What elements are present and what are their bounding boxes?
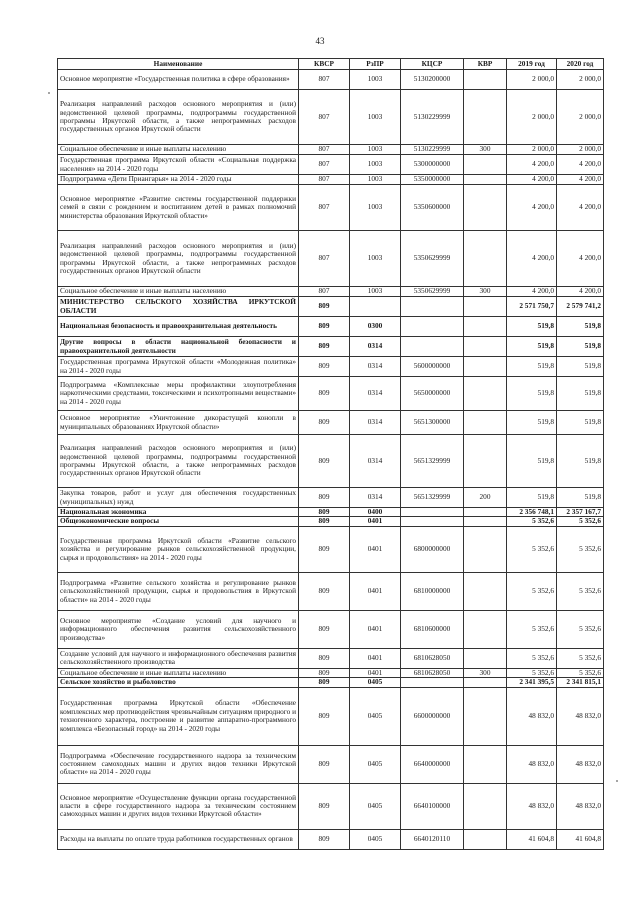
row-kcsr: 6600000000: [401, 687, 464, 745]
row-kvsr: 809: [299, 829, 350, 849]
row-amount-2019: 519,8: [507, 337, 557, 357]
row-kvr: [464, 411, 507, 435]
row-rzpr: 0405: [350, 678, 401, 687]
row-amount-2019: 519,8: [507, 488, 557, 508]
row-kvsr: 807: [299, 287, 350, 297]
row-rzpr: 1003: [350, 287, 401, 297]
row-kvr: [464, 175, 507, 185]
row-amount-2019: 4 200,0: [507, 185, 557, 231]
row-amount-2019: 5 352,6: [507, 648, 557, 668]
row-kvsr: 809: [299, 610, 350, 648]
row-kvsr: 809: [299, 337, 350, 357]
row-amount-2020: 4 200,0: [557, 287, 604, 297]
row-kvr: [464, 678, 507, 687]
row-amount-2019: 2 000,0: [507, 90, 557, 145]
row-kcsr: 6810628050: [401, 668, 464, 677]
row-amount-2020: 519,8: [557, 488, 604, 508]
row-kcsr: [401, 678, 464, 687]
row-rzpr: 0314: [350, 357, 401, 377]
row-amount-2019: 2 571 750,7: [507, 297, 557, 317]
row-amount-2019: 5 352,6: [507, 668, 557, 677]
row-amount-2019: 4 200,0: [507, 175, 557, 185]
row-kvr: [464, 337, 507, 357]
row-rzpr: 0405: [350, 687, 401, 745]
row-amount-2020: 4 200,0: [557, 185, 604, 231]
row-amount-2019: 519,8: [507, 357, 557, 377]
row-amount-2020: 519,8: [557, 435, 604, 488]
table-row: [58, 745, 604, 783]
row-amount-2020: 2 579 741,2: [557, 297, 604, 317]
table-row: [58, 526, 604, 572]
table-row: [58, 317, 604, 337]
header-kvr: КВР: [464, 59, 507, 70]
row-amount-2019: 48 832,0: [507, 745, 557, 783]
row-name: Основное мероприятие «Уничтожение дикорастущей конопли в муниципальных образованиях Иркутской области»: [58, 411, 299, 435]
row-kvr: [464, 70, 507, 90]
table-row: [58, 145, 604, 155]
row-kvr: [464, 572, 507, 610]
table-row: [58, 377, 604, 411]
row-kvsr: 809: [299, 526, 350, 572]
row-kvr: [464, 377, 507, 411]
row-kcsr: [401, 508, 464, 517]
row-name: Реализация направлений расходов основного мероприятия и (или) ведомственной целевой программы, подпрограммы государственной программы Иркутской области, а также непрограммных расходов государственных органов Иркутской области: [58, 435, 299, 488]
row-name: Государственная программа Иркутской области «Молодежная политика» на 2014 - 2020 годы: [58, 357, 299, 377]
table-row: [58, 648, 604, 668]
row-kvr: [464, 526, 507, 572]
table-body: [58, 70, 604, 850]
row-rzpr: 1003: [350, 145, 401, 155]
row-name: Социальное обеспечение и иные выплаты населению: [58, 145, 299, 155]
row-amount-2019: 519,8: [507, 411, 557, 435]
row-amount-2019: 4 200,0: [507, 231, 557, 287]
row-kcsr: 5350600000: [401, 185, 464, 231]
row-name: МИНИСТЕРСТВО СЕЛЬСКОГО ХОЗЯЙСТВА ИРКУТСКОЙ ОБЛАСТИ: [58, 297, 299, 317]
row-rzpr: 1003: [350, 90, 401, 145]
row-kvr: 300: [464, 668, 507, 677]
row-amount-2019: 2 356 748,1: [507, 508, 557, 517]
row-kcsr: 5651329999: [401, 435, 464, 488]
row-rzpr: 0401: [350, 610, 401, 648]
row-amount-2020: 2 000,0: [557, 90, 604, 145]
row-kvr: [464, 517, 507, 526]
row-kvsr: 807: [299, 155, 350, 175]
row-name: Подпрограмма «Развитие сельского хозяйства и регулирование рынков сельскохозяйственной продукции, сырья и продовольствия в Иркутской области» на 2014 - 2020 годы: [58, 572, 299, 610]
row-kvr: 300: [464, 287, 507, 297]
row-amount-2019: 2 000,0: [507, 145, 557, 155]
header-name: Наименование: [58, 59, 299, 70]
scan-mark: [616, 780, 618, 782]
row-kcsr: [401, 337, 464, 357]
row-rzpr: [350, 297, 401, 317]
row-kvsr: 809: [299, 297, 350, 317]
row-kcsr: 6810000000: [401, 572, 464, 610]
row-name: Основное мероприятие «Развитие системы государственной поддержки семей в связи с рождением и воспитанием детей в рамках полномочий министерства образования Иркутской области»: [58, 185, 299, 231]
row-kvsr: 807: [299, 70, 350, 90]
row-rzpr: 0400: [350, 508, 401, 517]
row-kvr: [464, 783, 507, 829]
header-kcsr: КЦСР: [401, 59, 464, 70]
row-name: Основное мероприятие «Создание условий для научного и информационного обеспечения развития сельскохозяйственного производства»: [58, 610, 299, 648]
row-rzpr: 0405: [350, 745, 401, 783]
row-name: Подпрограмма «Комплексные меры профилактики злоупотребления наркотическими средствами, токсическими и психотропными веществами» на 2014 - 2020 годы: [58, 377, 299, 411]
row-kvsr: 809: [299, 517, 350, 526]
row-amount-2019: 5 352,6: [507, 610, 557, 648]
row-kvsr: 809: [299, 357, 350, 377]
row-amount-2019: 519,8: [507, 317, 557, 337]
table-row: [58, 829, 604, 849]
row-kvr: [464, 185, 507, 231]
row-kvr: [464, 610, 507, 648]
row-kvr: [464, 155, 507, 175]
row-kcsr: 5130229999: [401, 90, 464, 145]
row-kvsr: 809: [299, 411, 350, 435]
row-kcsr: 5130229999: [401, 145, 464, 155]
row-amount-2019: 2 341 395,5: [507, 678, 557, 687]
row-rzpr: 0314: [350, 435, 401, 488]
row-kvsr: 807: [299, 231, 350, 287]
row-kcsr: 6640000000: [401, 745, 464, 783]
header-rzpr: РзПР: [350, 59, 401, 70]
row-kvsr: 809: [299, 572, 350, 610]
header-2019: 2019 год: [507, 59, 557, 70]
row-kcsr: 5130200000: [401, 70, 464, 90]
row-name: Основное мероприятие «Осуществление функции органа государственной власти в сфере государственного надзора за техническим состоянием самоходных машин и других видов техники Иркутской области»: [58, 783, 299, 829]
row-kcsr: [401, 517, 464, 526]
row-amount-2020: 519,8: [557, 317, 604, 337]
row-rzpr: 0401: [350, 648, 401, 668]
row-kcsr: 5350629999: [401, 231, 464, 287]
table-row: [58, 357, 604, 377]
table-row: [58, 185, 604, 231]
row-amount-2019: 5 352,6: [507, 572, 557, 610]
row-kvsr: 809: [299, 783, 350, 829]
scan-mark: [48, 92, 50, 94]
row-kcsr: 6640120110: [401, 829, 464, 849]
row-rzpr: 0405: [350, 829, 401, 849]
table-row: [58, 231, 604, 287]
table-row: [58, 297, 604, 317]
row-rzpr: 0314: [350, 377, 401, 411]
row-kvsr: 807: [299, 185, 350, 231]
table-row: [58, 488, 604, 508]
header-2020: 2020 год: [557, 59, 604, 70]
row-rzpr: 0314: [350, 488, 401, 508]
row-kvsr: 809: [299, 687, 350, 745]
row-kvsr: 809: [299, 377, 350, 411]
row-kvr: [464, 435, 507, 488]
row-rzpr: 0401: [350, 517, 401, 526]
row-kcsr: 6800000000: [401, 526, 464, 572]
row-rzpr: 0401: [350, 526, 401, 572]
row-rzpr: 1003: [350, 70, 401, 90]
row-amount-2019: 5 352,6: [507, 517, 557, 526]
row-kvr: 300: [464, 145, 507, 155]
row-amount-2020: 519,8: [557, 357, 604, 377]
row-name: Подпрограмма «Дети Приангарья» на 2014 - 2020 годы: [58, 175, 299, 185]
row-rzpr: 0405: [350, 783, 401, 829]
row-name: Социальное обеспечение и иные выплаты населению: [58, 287, 299, 297]
row-amount-2020: 5 352,6: [557, 610, 604, 648]
row-kvr: [464, 90, 507, 145]
row-rzpr: 1003: [350, 231, 401, 287]
row-kvsr: 809: [299, 648, 350, 668]
row-name: Государственная программа Иркутской области «Социальная поддержка населения» на 2014 - 2020 годы: [58, 155, 299, 175]
row-name: Основное мероприятие «Государственная политика в сфере образования»: [58, 70, 299, 90]
row-name: Создание условий для научного и информационного обеспечения развития сельскохозяйственного производства: [58, 648, 299, 668]
row-kcsr: 5650000000: [401, 377, 464, 411]
row-kvsr: 807: [299, 145, 350, 155]
row-amount-2020: 5 352,6: [557, 517, 604, 526]
row-kvr: [464, 687, 507, 745]
row-amount-2019: 48 832,0: [507, 687, 557, 745]
table-row: [58, 678, 604, 687]
row-rzpr: 1003: [350, 175, 401, 185]
row-kcsr: 5350000000: [401, 175, 464, 185]
row-amount-2019: 4 200,0: [507, 155, 557, 175]
row-kvsr: 809: [299, 745, 350, 783]
row-kcsr: 5350629999: [401, 287, 464, 297]
row-amount-2020: 5 352,6: [557, 668, 604, 677]
row-kvr: [464, 357, 507, 377]
row-rzpr: 0401: [350, 668, 401, 677]
row-amount-2019: 5 352,6: [507, 526, 557, 572]
row-name: Реализация направлений расходов основного мероприятия и (или) ведомственной целевой программы, подпрограммы государственной программы Иркутской области, а также непрограммных расходов государственных органов Иркутской области: [58, 231, 299, 287]
row-rzpr: 0314: [350, 337, 401, 357]
row-amount-2020: 4 200,0: [557, 175, 604, 185]
row-kvr: [464, 648, 507, 668]
row-name: Сельское хозяйство и рыболовство: [58, 678, 299, 687]
row-name: Другие вопросы в области национальной безопасности и правоохранительной деятельности: [58, 337, 299, 357]
table-row: [58, 70, 604, 90]
table-row: [58, 337, 604, 357]
row-amount-2019: 41 604,8: [507, 829, 557, 849]
row-kvr: [464, 745, 507, 783]
row-kvsr: 809: [299, 435, 350, 488]
row-amount-2020: 5 352,6: [557, 572, 604, 610]
table-row: [58, 435, 604, 488]
row-kcsr: 5651329999: [401, 488, 464, 508]
row-kvr: [464, 297, 507, 317]
row-amount-2020: 519,8: [557, 411, 604, 435]
row-kcsr: 6640100000: [401, 783, 464, 829]
row-kvr: [464, 508, 507, 517]
row-amount-2019: 519,8: [507, 377, 557, 411]
table-row: [58, 508, 604, 517]
table-row: [58, 175, 604, 185]
row-kvsr: 809: [299, 678, 350, 687]
table-row: [58, 610, 604, 648]
table-row: [58, 668, 604, 677]
row-name: Общеэкономические вопросы: [58, 517, 299, 526]
table-row: [58, 783, 604, 829]
row-name: Подпрограмма «Обеспечение государственного надзора за техническим состоянием самоходных машин и других видов техники Иркутской области» на 2014 - 2020 годы: [58, 745, 299, 783]
row-amount-2020: 41 604,8: [557, 829, 604, 849]
row-amount-2019: 48 832,0: [507, 783, 557, 829]
row-rzpr: 0401: [350, 572, 401, 610]
row-kvsr: 809: [299, 488, 350, 508]
row-kvr: [464, 231, 507, 287]
row-kcsr: 6810628050: [401, 648, 464, 668]
row-kcsr: 6810600000: [401, 610, 464, 648]
row-amount-2020: 2 000,0: [557, 145, 604, 155]
row-name: Национальная безопасность и правоохранительная деятельность: [58, 317, 299, 337]
row-amount-2020: 48 832,0: [557, 687, 604, 745]
row-name: Закупка товаров, работ и услуг для обеспечения государственных (муниципальных) нужд: [58, 488, 299, 508]
table-header-row: [58, 59, 604, 70]
row-amount-2020: 5 352,6: [557, 648, 604, 668]
row-amount-2020: 2 000,0: [557, 70, 604, 90]
table-row: [58, 155, 604, 175]
budget-table: [57, 58, 604, 850]
row-kvsr: 809: [299, 508, 350, 517]
row-amount-2019: 519,8: [507, 435, 557, 488]
row-kcsr: 5300000000: [401, 155, 464, 175]
row-name: Социальное обеспечение и иные выплаты населению: [58, 668, 299, 677]
row-kcsr: [401, 297, 464, 317]
row-amount-2020: 48 832,0: [557, 745, 604, 783]
row-amount-2020: 48 832,0: [557, 783, 604, 829]
table-row: [58, 90, 604, 145]
table-row: [58, 687, 604, 745]
row-amount-2019: 2 000,0: [507, 70, 557, 90]
row-rzpr: 1003: [350, 185, 401, 231]
row-kvsr: 807: [299, 90, 350, 145]
row-amount-2020: 5 352,6: [557, 526, 604, 572]
row-name: Реализация направлений расходов основного мероприятия и (или) ведомственной целевой программы, подпрограммы государственной программы Иркутской области, а также непрограммных расходов государственных органов Иркутской области: [58, 90, 299, 145]
row-kvr: [464, 317, 507, 337]
row-rzpr: 1003: [350, 155, 401, 175]
row-amount-2020: 2 341 815,1: [557, 678, 604, 687]
table-row: [58, 517, 604, 526]
row-amount-2020: 519,8: [557, 377, 604, 411]
row-name: Расходы на выплаты по оплате труда работников государственных органов: [58, 829, 299, 849]
row-kvsr: 809: [299, 317, 350, 337]
header-kvsr: КВСР: [299, 59, 350, 70]
row-amount-2020: 4 200,0: [557, 231, 604, 287]
row-amount-2019: 4 200,0: [507, 287, 557, 297]
row-amount-2020: 2 357 167,7: [557, 508, 604, 517]
row-name: Государственная программа Иркутской области «Обеспечение комплексных мер противодействия чрезвычайным ситуациям природного и техногенного характера, построение и развитие аппаратно-программного комплекса «Безопасный город» на 2014 - 2020 годы: [58, 687, 299, 745]
row-amount-2020: 519,8: [557, 337, 604, 357]
row-kvsr: 809: [299, 668, 350, 677]
table-row: [58, 411, 604, 435]
row-rzpr: 0300: [350, 317, 401, 337]
row-kcsr: [401, 317, 464, 337]
row-name: Государственная программа Иркутской области «Развитие сельского хозяйства и регулирование рынков сельскохозяйственной продукции, сырья и продовольствия» на 2014 - 2020 годы: [58, 526, 299, 572]
row-kvr: [464, 829, 507, 849]
row-kcsr: 5651300000: [401, 411, 464, 435]
row-kcsr: 5600000000: [401, 357, 464, 377]
row-amount-2020: 4 200,0: [557, 155, 604, 175]
row-rzpr: 0314: [350, 411, 401, 435]
page-number: 43: [315, 36, 325, 46]
row-kvsr: 807: [299, 175, 350, 185]
table-row: [58, 287, 604, 297]
table-row: [58, 572, 604, 610]
row-kvr: 200: [464, 488, 507, 508]
row-name: Национальная экономика: [58, 508, 299, 517]
